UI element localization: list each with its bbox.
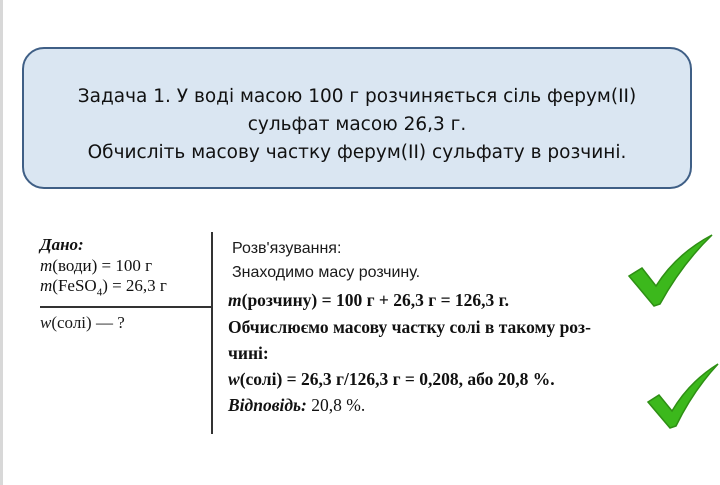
solution-title: Розв'язування: [232, 240, 342, 257]
check-icon [626, 232, 716, 310]
given-find-divider [40, 306, 211, 308]
solution-step-1: Знаходимо масу розчину. [232, 264, 421, 281]
eq1-text: (розчину) = 100 г + 26,3 г = 126,3 г. [241, 290, 510, 310]
solution-step-2-line-2: чині: [228, 343, 269, 363]
given-salt-mass [40, 276, 215, 302]
fraction-symbol: w [40, 313, 52, 332]
task-box [22, 47, 692, 189]
answer-row [228, 395, 365, 416]
task-line-1: Задача 1. У воді масою 100 г розчиняється сіль ферум(ІІ) [77, 86, 637, 107]
salt-mass-value: ) = 26,3 г [102, 276, 167, 295]
answer-label: Відповідь: [228, 395, 307, 415]
equation-mass-fraction [228, 369, 555, 390]
answer-value: 20,8 %. [306, 395, 366, 415]
salt-formula-subscript: 4 [96, 286, 103, 299]
eq1-symbol: m [228, 290, 242, 310]
salt-formula: (FeSO [52, 276, 97, 295]
eq2-symbol: w [228, 369, 240, 389]
page-edge [0, 0, 3, 485]
solution-step-2-line-1: Обчислюємо масову частку солі в такому роз- [228, 317, 591, 337]
given-section [40, 234, 215, 302]
task-line-3: Обчисліть масову частку ферум(ІІ) сульфату в розчині. [87, 142, 627, 163]
eq2-text: (солі) = 26,3 г/126,3 г = 0,208, або 20,8 %. [239, 369, 555, 389]
given-water-mass [40, 256, 215, 276]
vertical-divider [211, 232, 213, 434]
given-title: Дано: [40, 235, 84, 254]
water-mass-value: (води) = 100 г [52, 256, 153, 275]
task-line-2: сульфат масою 26,3 г. [247, 114, 467, 135]
equation-solution-mass [228, 290, 509, 311]
find-quantity [40, 313, 125, 333]
salt-mass-symbol: m [40, 276, 53, 295]
find-text: (солі) — ? [51, 313, 125, 332]
water-mass-symbol: m [40, 256, 53, 275]
check-icon [646, 362, 720, 432]
